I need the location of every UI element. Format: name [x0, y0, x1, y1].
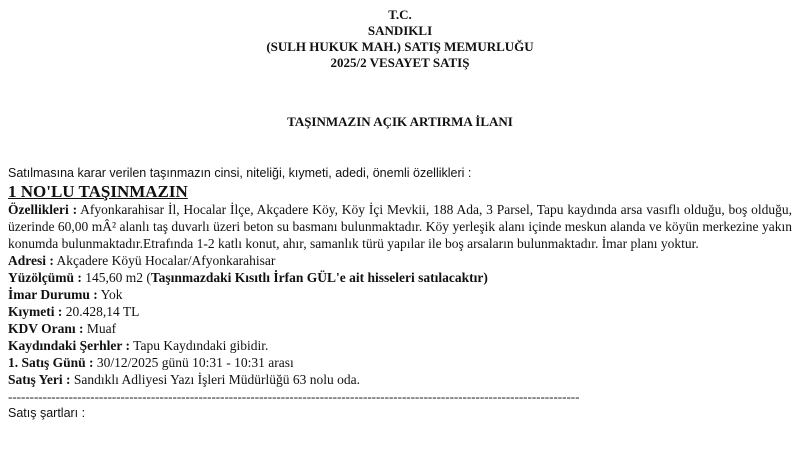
address-label: Adresi : — [8, 253, 54, 268]
value-label: Kıymeti : — [8, 304, 63, 319]
zoning-value: Yok — [100, 287, 123, 302]
intro-text: Satılmasına karar verilen taşınmazın cinsi, niteliği, kıymeti, adedi, önemli özellikleri : — [8, 166, 472, 180]
features-text: Afyonkarahisar İl, Hocalar İlçe, Akçadere Köy, Köy İçi Mevkii, 188 Ada, 3 Parsel, Tapu kaydında arsa vasıflı olduğu, boş olduğu, üzerinde 60,00 mÂ² alanlı taş duvarlı üzeri beton su basmanı bulunmaktadır. Köy yerleşik alanı içinde meskun alanda ve köyün merkezine yakın konumda bulunmaktadır.Etrafında 1-2 katlı konut, ahır, samanlık türü yapılar ile boş arsaların bulunmaktadır. İmar planı yoktur. — [8, 202, 792, 251]
header-line-city: SANDIKLI — [367, 23, 433, 38]
area-row — [8, 269, 792, 286]
area-value: 145,60 m2 ( — [85, 270, 151, 285]
sale-place-row — [8, 371, 792, 388]
section-divider: ------------------------------------------------------------------------------------------------------------------------------------ — [8, 389, 580, 404]
annotations-value: Tapu Kaydındaki gibidir. — [133, 338, 269, 353]
header-line-file-number: 2025/2 VESAYET SATIŞ — [330, 55, 470, 70]
sale-place-value: Sandıklı Adliyesi Yazı İşleri Müdürlüğü 63 nolu oda. — [73, 372, 360, 387]
header-line-office: (SULH HUKUK MAH.) SATIŞ MEMURLUĞU — [266, 39, 534, 54]
sale-place-label: Satış Yeri : — [8, 372, 71, 387]
address-row — [8, 252, 792, 269]
vat-row — [8, 320, 792, 337]
sale-day-label: 1. Satış Günü : — [8, 355, 94, 370]
header-line-tc: T.C. — [388, 7, 412, 22]
value-row — [8, 303, 792, 320]
zoning-label: İmar Durumu : — [8, 287, 98, 302]
zoning-row — [8, 286, 792, 303]
area-note: Taşınmazdaki Kısıtlı İrfan GÜL'e ait hisseleri satılacaktır) — [150, 270, 488, 285]
vat-value: Muaf — [86, 321, 117, 336]
notice-title: TAŞINMAZIN AÇIK ARTIRMA İLANI — [287, 114, 513, 129]
sale-day-value: 30/12/2025 günü 10:31 - 10:31 arası — [96, 355, 294, 370]
area-label: Yüzölçümü : — [8, 270, 82, 285]
vat-label: KDV Oranı : — [8, 321, 84, 336]
terms-label: Satış şartları : — [8, 406, 86, 420]
value-amount: 20.428,14 TL — [65, 304, 140, 319]
property-heading: 1 NO'LU TAŞINMAZIN — [8, 182, 188, 201]
annotations-label: Kaydındaki Şerhler : — [8, 338, 131, 353]
features-paragraph — [8, 201, 792, 252]
sale-day-row — [8, 354, 792, 371]
notice-body — [8, 165, 792, 422]
annotations-row — [8, 337, 792, 354]
address-value: Akçadere Köyü Hocalar/Afyonkarahisar — [56, 253, 276, 268]
features-label: Özellikleri : — [8, 202, 78, 217]
document-header — [0, 7, 800, 71]
